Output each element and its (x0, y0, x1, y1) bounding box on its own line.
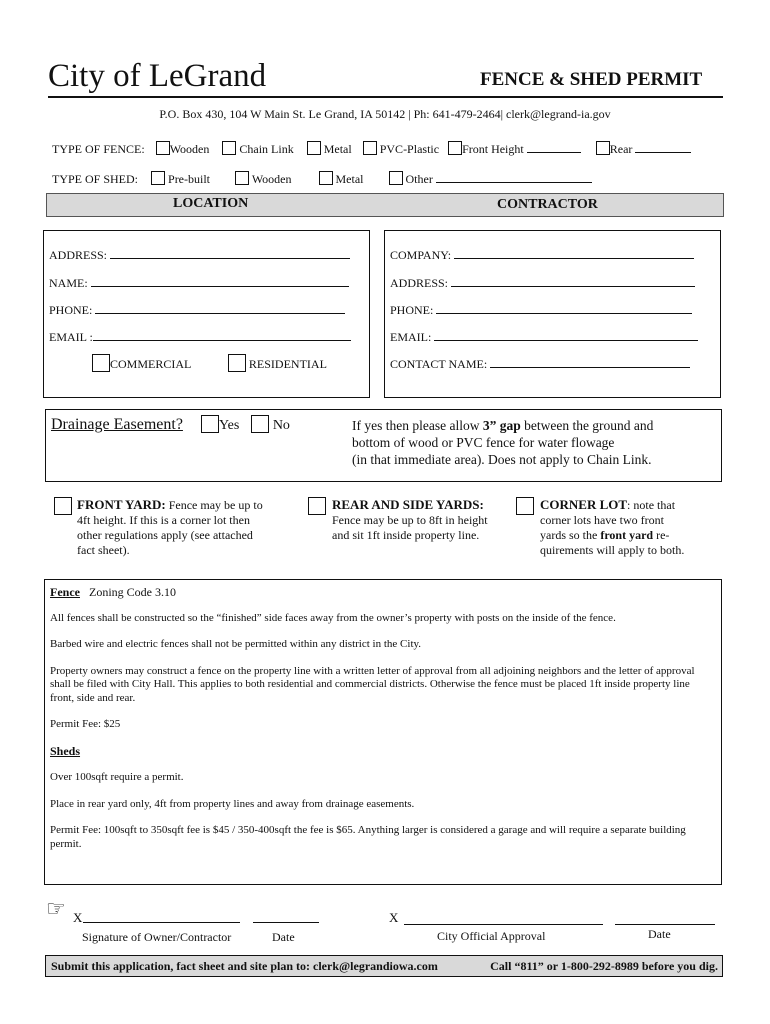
location-email-field[interactable] (93, 329, 351, 341)
fence-heading-row: Fence Zoning Code 3.10 (50, 585, 176, 599)
fence-type-row (52, 141, 691, 157)
shed-rule-3: Permit Fee: 100sqft to 350sqft fee is $45 / 350-400sqft the fee is $65. Anything larger is considered a garage and will require a separate building permit. (50, 824, 686, 850)
fence-chainlink-checkbox[interactable] (222, 141, 236, 155)
footer-bar (45, 955, 723, 977)
contractor-phone-row: PHONE: (390, 302, 692, 318)
official-approval-label: City Official Approval (437, 929, 546, 943)
fence-metal-option[interactable]: Metal (307, 142, 352, 156)
property-type-row (92, 354, 327, 372)
fence-rule-2: Barbed wire and electric fences shall not be permitted within any district in the City. (50, 638, 422, 650)
call-811-notice: Call “811” or 1-800-292-8989 before you dig. (490, 959, 718, 973)
rear-yard-checkbox[interactable] (308, 497, 326, 515)
drainage-question: Drainage Easement? (51, 416, 183, 433)
drainage-no-option[interactable]: No (251, 418, 290, 433)
official-date-label: Date (648, 927, 671, 941)
front-height-field[interactable] (527, 141, 581, 153)
drainage-box (45, 409, 722, 482)
corner-lot-block: CORNER LOT: note that corner lots have two front yards so the front yard re- quirements will apply to both. (516, 497, 684, 558)
shed-metal-checkbox[interactable] (319, 171, 333, 185)
permit-title: FENCE & SHED PERMIT (480, 69, 703, 90)
shed-prebuilt-checkbox[interactable] (151, 171, 165, 185)
owner-date-line[interactable] (253, 922, 319, 923)
shed-type-row (52, 171, 592, 187)
fence-rear-option[interactable]: Rear (596, 142, 692, 156)
drainage-row (51, 415, 290, 434)
fence-front-height-checkbox[interactable] (448, 141, 462, 155)
address-line: P.O. Box 430, 104 W Main St. Le Grand, IA 50142 | Ph: 641-479-2464| clerk@legrand-ia.gov (159, 107, 611, 121)
shed-other-checkbox[interactable] (389, 171, 403, 185)
shed-other-field[interactable] (436, 171, 592, 183)
owner-signature-line[interactable] (83, 922, 240, 923)
contractor-email-field[interactable] (434, 329, 698, 341)
pointer-icon: ☞ (46, 897, 66, 922)
fence-rear-checkbox[interactable] (596, 141, 610, 155)
fence-pvc-option[interactable]: PVC-Plastic (363, 142, 439, 156)
location-heading: LOCATION (173, 196, 249, 211)
shed-wooden-checkbox[interactable] (235, 171, 249, 185)
owner-date-label: Date (272, 930, 295, 944)
fence-chainlink-option[interactable]: Chain Link (222, 142, 293, 156)
commercial-checkbox[interactable] (92, 354, 110, 372)
official-x-mark: X (389, 910, 399, 925)
official-date-line[interactable] (615, 924, 715, 925)
city-title: City of LeGrand (48, 58, 267, 94)
location-email-row: EMAIL : (49, 329, 351, 345)
fence-permit-fee: Permit Fee: $25 (50, 718, 121, 730)
contractor-phone-field[interactable] (436, 302, 692, 314)
shed-metal-option[interactable]: Metal (319, 172, 364, 186)
submit-instructions: Submit this application, fact sheet and site plan to: clerk@legrandiowa.com (51, 959, 438, 973)
rear-yard-block: REAR AND SIDE YARDS: Fence may be up to 8ft in height and sit 1ft inside property line. (308, 497, 488, 543)
drainage-yes-option[interactable]: Yes (201, 418, 239, 433)
fence-pvc-checkbox[interactable] (363, 141, 377, 155)
fence-type-label: TYPE OF FENCE: (52, 142, 145, 156)
location-name-field[interactable] (91, 275, 349, 287)
drainage-no-checkbox[interactable] (251, 415, 269, 433)
contractor-box (384, 230, 721, 398)
fence-wooden-option[interactable]: Wooden (156, 142, 210, 156)
owner-x-mark: X (73, 910, 83, 925)
location-box (43, 230, 370, 398)
contractor-heading: CONTRACTOR (497, 197, 598, 212)
shed-type-label: TYPE OF SHED: (52, 172, 139, 186)
sheds-heading: Sheds (50, 743, 81, 758)
header-rule (48, 96, 723, 98)
fence-rule-1: All fences shall be constructed so the “finished” side faces away from the owner’s property with posts on the inside of the fence. (50, 611, 616, 624)
fence-front-height-option[interactable]: Front Height (448, 142, 581, 156)
rules-box (44, 579, 722, 885)
corner-lot-checkbox[interactable] (516, 497, 534, 515)
commercial-option[interactable]: COMMERCIAL (92, 357, 191, 371)
official-signature-line[interactable] (404, 924, 603, 925)
owner-signature-label: Signature of Owner/Contractor (82, 930, 232, 944)
drainage-yes-checkbox[interactable] (201, 415, 219, 433)
fence-metal-checkbox[interactable] (307, 141, 321, 155)
residential-option[interactable]: RESIDENTIAL (228, 357, 327, 371)
location-phone-field[interactable] (95, 302, 345, 314)
drainage-note: If yes then please allow 3” gap between the ground and bottom of wood or PVC fence for water flowage (in that immediate area). Does not apply to Chain Link. (352, 418, 654, 467)
location-address-field[interactable] (110, 247, 350, 259)
shed-prebuilt-option[interactable]: Pre-built (151, 172, 210, 186)
rear-height-field[interactable] (635, 141, 691, 153)
contractor-email-row: EMAIL: (390, 329, 698, 345)
contact-name-field[interactable] (490, 356, 690, 368)
shed-rule-2: Place in rear yard only, 4ft from property lines and away from drainage easements. (50, 797, 415, 810)
fence-wooden-checkbox[interactable] (156, 141, 170, 155)
shed-other-option[interactable]: Other (389, 172, 592, 186)
contractor-address-row: ADDRESS: (390, 275, 695, 291)
front-yard-block: FRONT YARD: Fence may be up to 4ft height. If this is a corner lot then other regulations apply (see attached fact sheet). (54, 497, 263, 558)
front-yard-checkbox[interactable] (54, 497, 72, 515)
location-name-row: NAME: (49, 275, 349, 291)
shed-wooden-option[interactable]: Wooden (235, 172, 292, 186)
section-bar (46, 193, 724, 217)
contact-name-row: CONTACT NAME: (390, 356, 690, 372)
fence-rule-3: Property owners may construct a fence on the property line with a written letter of approval from all adjoining neighbors and the letter of approval shall be filed with City Hall. This applies to both residential and commercial districts. Otherwise the fence must be placed 1ft inside property line front, side and rear. (50, 664, 695, 704)
location-address-row: ADDRESS: (49, 247, 350, 263)
company-field[interactable] (454, 247, 694, 259)
location-phone-row: PHONE: (49, 302, 345, 318)
residential-checkbox[interactable] (228, 354, 246, 372)
shed-rule-1: Over 100sqft require a permit. (50, 771, 184, 783)
company-row: COMPANY: (390, 247, 694, 263)
contractor-address-field[interactable] (451, 275, 695, 287)
